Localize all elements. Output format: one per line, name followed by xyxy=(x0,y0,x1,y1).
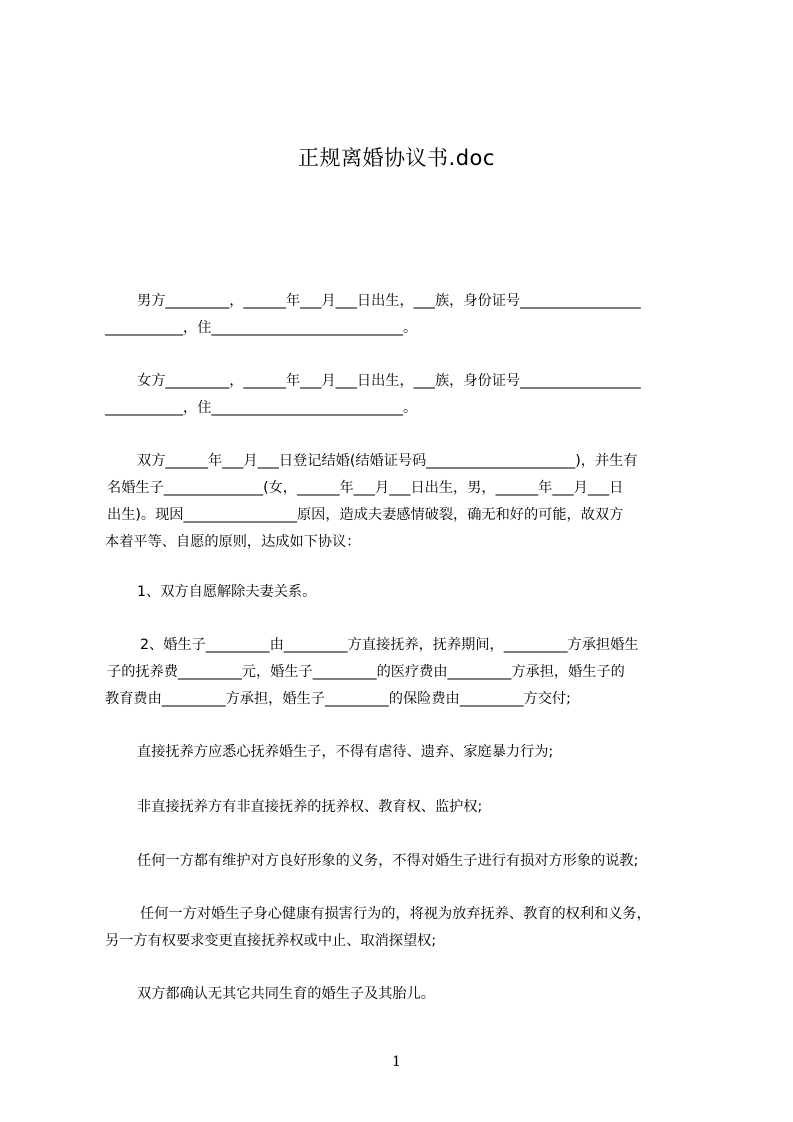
clause-1: 1、双方自愿解除夫妻关系。 xyxy=(137,584,317,600)
confirmation: 双方都确认无其它共同生育的婚生子及其胎儿。 xyxy=(137,986,435,1002)
male-line-2: ___________，住___________________________。 xyxy=(105,320,418,336)
clause-2-line-3: 教育费由_________方承担，婚生子_________的保险费由_________方交付; xyxy=(105,691,571,707)
clause-2-line-2: 子的抚养费_________元，婚生子_________的医疗费由_________方承担，婚生子的 xyxy=(107,664,625,680)
female-line-1: 女方_________，______年___月___日出生，___族，身份证号_________________ xyxy=(137,373,641,389)
female-line-2: ___________，住___________________________。 xyxy=(105,400,418,416)
marriage-line-3: 出生)。现因________________原因，造成夫妻感情破裂，确无和好的可能，故双方 xyxy=(107,507,624,523)
indirect-custody-rights: 非直接抚养方有非直接抚养的抚养权、教育权、监护权; xyxy=(137,799,483,815)
image-obligation: 任何一方都有维护对方良好形象的义务，不得对婚生子进行有损对方形象的说教; xyxy=(137,853,639,869)
direct-custody-duty: 直接抚养方应悉心抚养婚生子，不得有虐待、遗弃、家庭暴力行为; xyxy=(137,744,554,760)
page-number: 1 xyxy=(392,1054,401,1070)
marriage-line-2: 名婚生子______________(女，______年___月___日出生，男，______年___月___日 xyxy=(107,480,624,496)
marriage-line-4: 本着平等、自愿的原则，达成如下协议： xyxy=(105,534,361,550)
harm-line-2: 另一方有权要求变更直接抚养权或中止、取消探望权; xyxy=(105,933,437,949)
harm-line-1: 任何一方对婚生子身心健康有损害行为的，将视为放弃抚养、教育的权利和义务， xyxy=(140,906,651,922)
male-line-1: 男方_________，______年___月___日出生，___族，身份证号_________________ xyxy=(137,293,641,309)
document-title: 正规离婚协议书.doc xyxy=(298,146,495,170)
marriage-line-1: 双方______年___月___日登记结婚(结婚证号码_____________________)，并生有 xyxy=(137,453,638,469)
clause-2-line-1: 2、婚生子_________由_________方直接抚养，抚养期间，_________方承担婚生 xyxy=(140,637,639,653)
